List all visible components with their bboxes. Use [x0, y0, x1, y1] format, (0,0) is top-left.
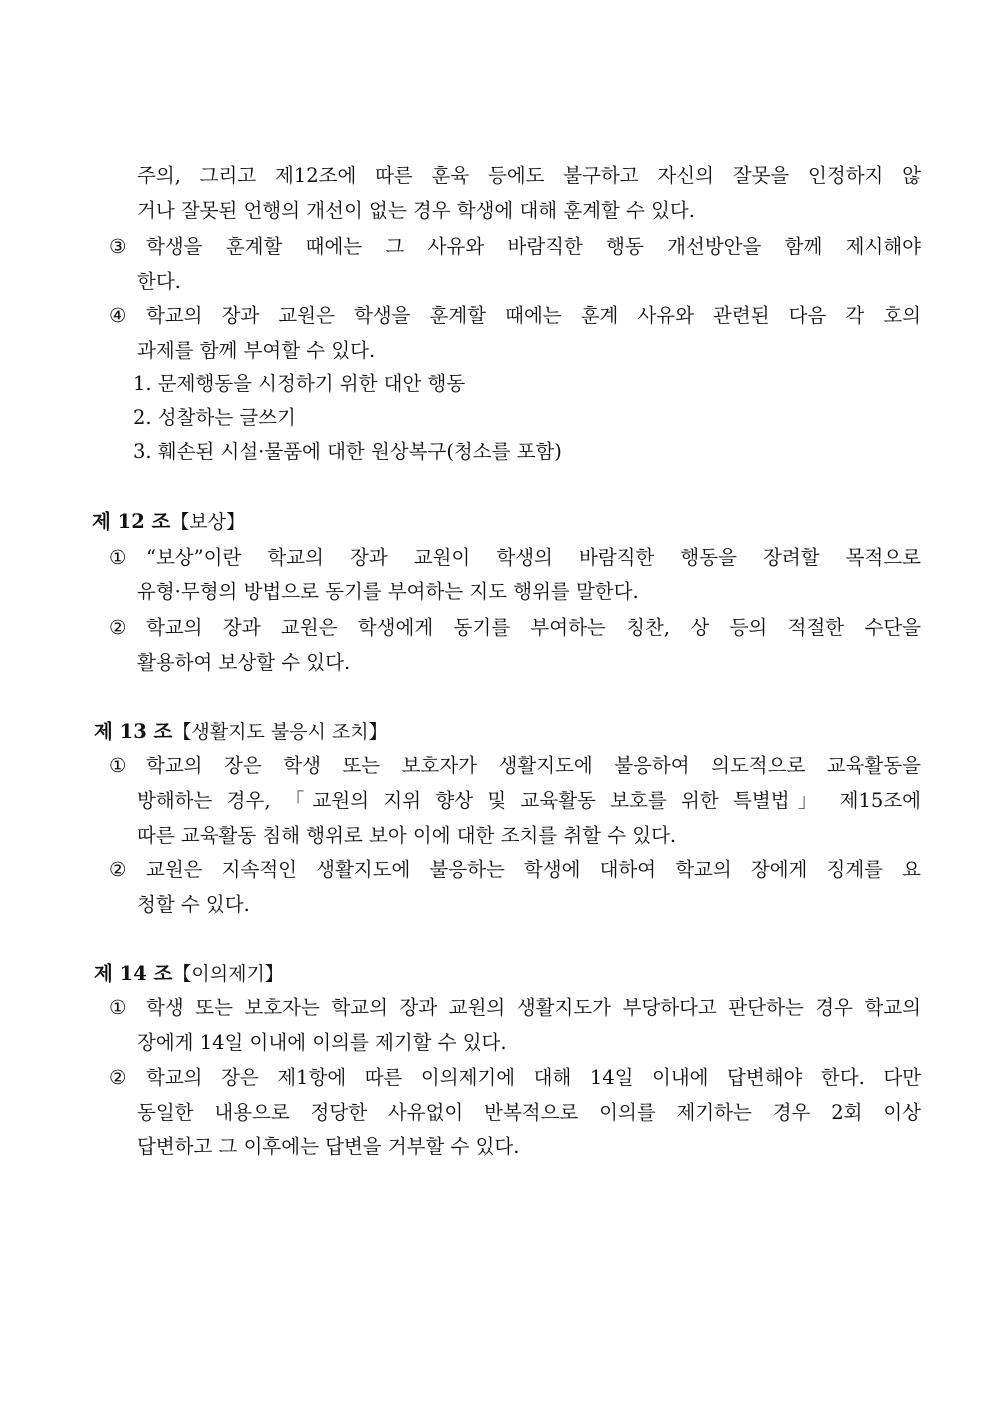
item-line: 학교의 장은 제1항에 따른 이의제기에 대해 14일 이내에 답변해야 한다. 다만: [146, 1066, 921, 1089]
item-line: 따른 교육활동 침해 행위로 보아 이에 대한 조치를 취할 수 있다.: [137, 824, 677, 847]
item-line: 한다.: [137, 270, 181, 293]
item-line: 학생을 훈계할 때에는 그 사유와 바람직한 행동 개선방안을 함께 제시해야: [146, 235, 921, 258]
sub-item: 3. 훼손된 시설·물품에 대한 원상복구(청소를 포함): [133, 440, 562, 463]
item-line: 활용하여 보상할 수 있다.: [137, 651, 351, 674]
article-heading: [94, 964, 284, 984]
item-marker: ②: [109, 858, 127, 881]
item-line: 답변하고 그 이후에는 답변을 거부할 수 있다.: [137, 1135, 520, 1158]
item-line: 유형·무형의 방법으로 동기를 부여하는 지도 행위를 말한다.: [137, 580, 639, 603]
item-line: “보상”이란 학교의 장과 교원이 학생의 바람직한 행동을 장려할 목적으로: [146, 546, 921, 569]
item-marker: ④: [109, 304, 127, 327]
item-marker: ①: [109, 754, 127, 777]
item-line: 학교의 장과 교원은 학생을 훈계할 때에는 훈계 사유와 관련된 다음 각 호의: [146, 304, 921, 327]
item-line: 동일한 내용으로 정당한 사유없이 반복적으로 이의를 제기하는 경우 2회 이상: [137, 1101, 921, 1124]
article-title: 【이의제기】: [172, 963, 284, 985]
article-heading: [92, 512, 245, 532]
item-marker: ②: [109, 1066, 127, 1089]
sub-item: 1. 문제행동을 시정하기 위한 대안 행동: [133, 372, 466, 395]
item-marker: ①: [109, 996, 127, 1019]
item-line: 학교의 장과 교원은 학생에게 동기를 부여하는 칭찬, 상 등의 적절한 수단을: [146, 616, 921, 639]
article-title: 【보상】: [170, 511, 246, 533]
item-marker: ②: [109, 616, 127, 639]
item-line: 방해하는 경우, 「교원의 지위 향상 및 교육활동 보호를 위한 특별법」 제15조에: [137, 789, 921, 812]
article-title: 【생활지도 불응시 조치】: [172, 721, 388, 743]
item-line: 장에게 14일 이내에 이의를 제기할 수 있다.: [137, 1031, 507, 1054]
item-marker: ③: [109, 235, 127, 258]
item-line: 청할 수 있다.: [137, 893, 250, 916]
article-number: 제 12 조: [92, 510, 171, 533]
item-line: 학교의 장은 학생 또는 보호자가 생활지도에 불응하여 의도적으로 교육활동을: [146, 754, 921, 777]
paragraph-line: 거나 잘못된 언행의 개선이 없는 경우 학생에 대해 훈계할 수 있다.: [137, 199, 695, 222]
sub-item: 2. 성찰하는 글쓰기: [133, 406, 296, 429]
article-number: 제 14 조: [94, 962, 173, 985]
item-line: 학생 또는 보호자는 학교의 장과 교원의 생활지도가 부당하다고 판단하는 경우 학교의: [146, 996, 921, 1019]
item-marker: ①: [109, 546, 127, 569]
article-heading: [94, 722, 388, 742]
item-line: 과제를 함께 부여할 수 있다.: [137, 339, 376, 362]
article-number: 제 13 조: [94, 720, 173, 743]
paragraph-line: 주의, 그리고 제12조에 따른 훈육 등에도 불구하고 자신의 잘못을 인정하지 않: [137, 164, 921, 187]
item-line: 교원은 지속적인 생활지도에 불응하는 학생에 대하여 학교의 장에게 징계를 요: [146, 858, 921, 881]
